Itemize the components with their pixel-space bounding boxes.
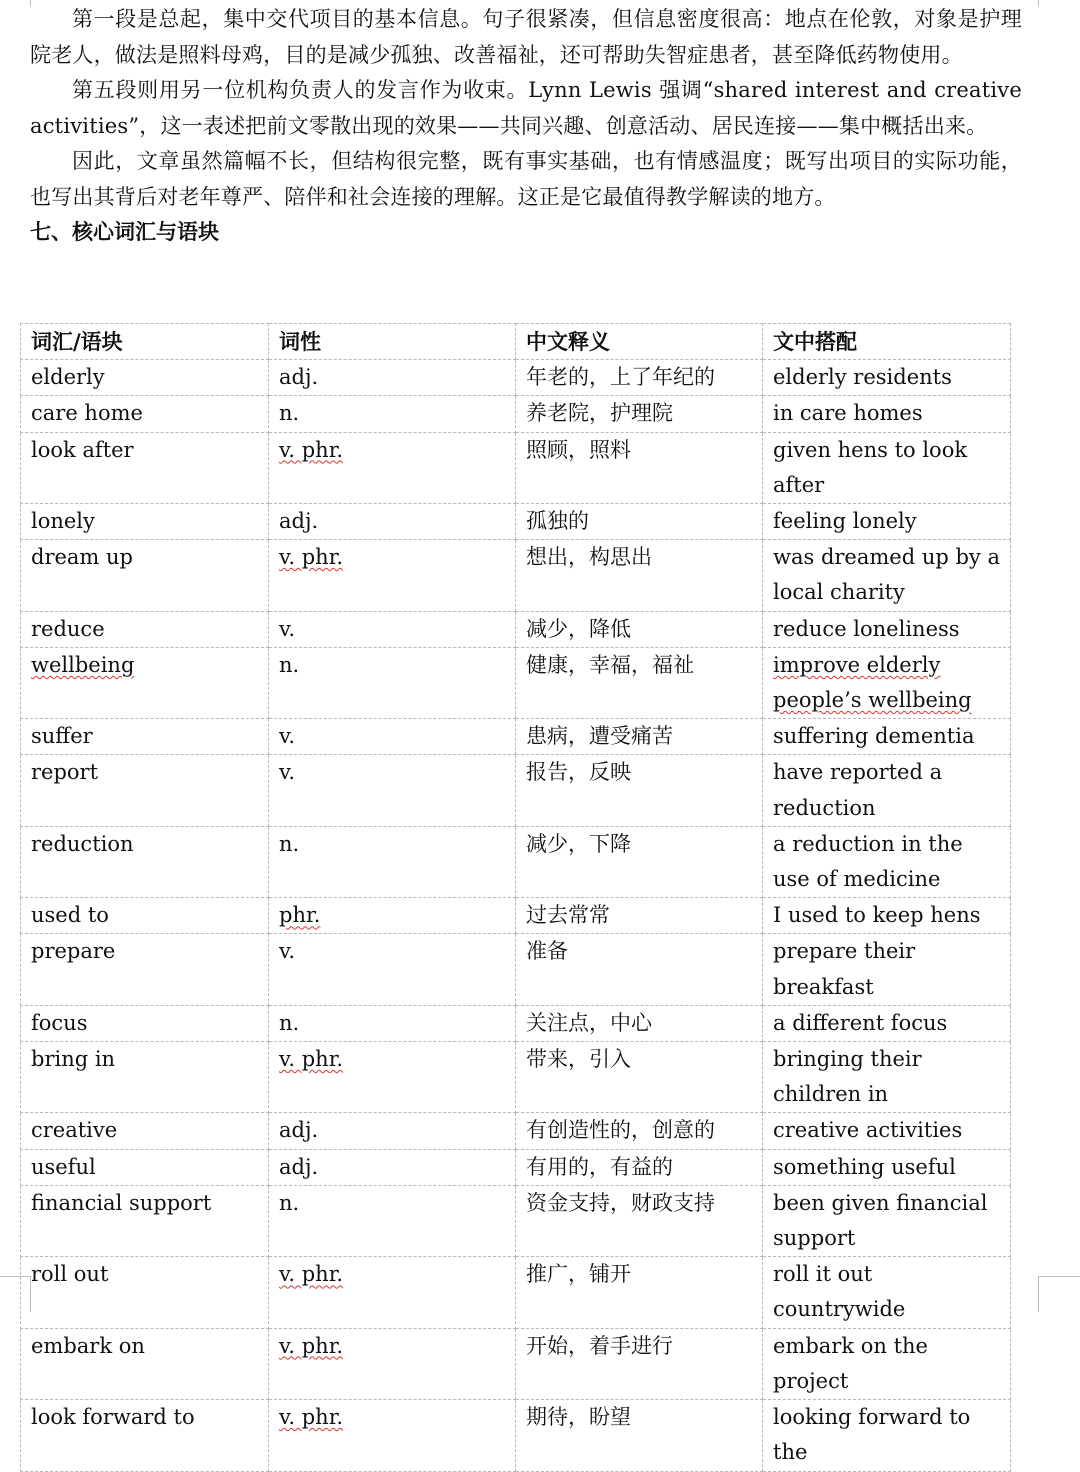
cell-word-text: look after: [31, 437, 134, 462]
cell-collocation-text: something useful: [773, 1154, 956, 1179]
cell-word: [21, 1257, 269, 1328]
cell-collocation: [763, 934, 1011, 1005]
paragraph-conclusion: 因此，文章虽然篇幅不长，但结构很完整，既有事实基础，也有情感温度；既写出项目的实际功能，也写出其背后对老年尊严、陪伴和社会连接的理解。这正是它最值得教学解读的地方。: [30, 149, 1022, 209]
header-word: 词汇/语块: [21, 324, 269, 360]
cell-part-of-speech-text: v.: [279, 939, 296, 964]
cell-word: [21, 432, 269, 503]
cell-chinese-meaning-text: 年老的，上了年纪的: [526, 365, 715, 390]
cell-part-of-speech: [269, 540, 516, 611]
cell-word: [21, 755, 269, 826]
table-header-row: [21, 324, 1011, 360]
cell-part-of-speech: [269, 1042, 516, 1113]
cell-word-text: reduce: [31, 616, 105, 641]
cell-chinese-meaning-text: 准备: [526, 939, 568, 964]
cell-word-text: lonely: [31, 509, 95, 534]
header-collocation: 文中搭配: [763, 324, 1011, 360]
cell-collocation: [763, 1042, 1011, 1113]
table-row: [21, 1042, 1011, 1113]
cell-collocation: [763, 611, 1011, 647]
cell-chinese-meaning: [516, 504, 763, 540]
cell-part-of-speech: [269, 611, 516, 647]
cell-chinese-meaning-text: 关注点，中心: [526, 1010, 652, 1035]
cell-collocation-text: in care homes: [773, 401, 923, 426]
table-row: [21, 719, 1011, 755]
cell-word-text: embark on: [31, 1333, 145, 1358]
cell-part-of-speech-text: v.: [279, 616, 296, 641]
cell-word-text: elderly: [31, 365, 105, 390]
cell-part-of-speech: [269, 360, 516, 396]
cell-collocation-text: creative activities: [773, 1118, 963, 1143]
cell-collocation-text: reduce loneliness: [773, 616, 960, 641]
table-row: [21, 1400, 1011, 1471]
cell-collocation-text: given hens to look after: [773, 437, 968, 497]
cell-chinese-meaning-text: 减少，降低: [526, 616, 631, 641]
cell-collocation-text: roll it out countrywide: [773, 1262, 906, 1322]
cell-collocation: [763, 1149, 1011, 1185]
cell-word-text: report: [31, 760, 99, 785]
cell-chinese-meaning: [516, 540, 763, 611]
cell-part-of-speech-text: adj.: [279, 365, 319, 390]
table-row: [21, 898, 1011, 934]
cell-part-of-speech-text: v. phr.: [279, 437, 344, 462]
cell-chinese-meaning: [516, 1328, 763, 1399]
table-row: [21, 360, 1011, 396]
cell-chinese-meaning-text: 养老院，护理院: [526, 401, 673, 426]
cell-part-of-speech-text: v. phr.: [279, 545, 344, 570]
cell-collocation-text: a reduction in the use of medicine: [773, 831, 963, 892]
cell-collocation: [763, 360, 1011, 396]
cell-part-of-speech: [269, 432, 516, 503]
cell-word-text: roll out: [31, 1262, 109, 1287]
paragraph-summary-first: 第一段是总起，集中交代项目的基本信息。句子很紧凑，但信息密度很高：地点在伦敦，对象是护理院老人，做法是照料母鸡，目的是减少孤独、改善福祉，还可帮助失智症患者，甚至降低药物使用。: [30, 7, 1022, 67]
cell-part-of-speech: [269, 1113, 516, 1149]
cell-word-text: creative: [31, 1118, 118, 1143]
cell-part-of-speech-text: phr.: [279, 903, 321, 928]
cell-collocation-text: was dreamed up by a local charity: [773, 545, 1000, 605]
cell-chinese-meaning-text: 减少，下降: [526, 831, 631, 856]
cell-chinese-meaning: [516, 432, 763, 503]
cell-part-of-speech: [269, 1005, 516, 1041]
cell-part-of-speech-text: v. phr.: [279, 1047, 344, 1072]
cell-word-text: suffer: [31, 724, 93, 749]
cell-chinese-meaning-text: 健康，幸福，福祉: [526, 652, 694, 677]
table-row: [21, 1113, 1011, 1149]
cell-chinese-meaning-text: 推广，铺开: [526, 1262, 631, 1287]
cell-word: [21, 826, 269, 897]
cell-word: [21, 1042, 269, 1113]
cell-collocation: [763, 396, 1011, 432]
cell-collocation: [763, 1400, 1011, 1471]
cell-part-of-speech-text: adj.: [279, 1118, 319, 1143]
cell-word: [21, 1149, 269, 1185]
cell-part-of-speech: [269, 647, 516, 718]
cell-collocation-text: prepare their breakfast: [773, 939, 916, 999]
cell-chinese-meaning-text: 资金支持，财政支持: [526, 1190, 715, 1215]
cell-chinese-meaning-text: 患病，遭受痛苦: [526, 724, 673, 749]
cell-chinese-meaning: [516, 826, 763, 897]
cell-collocation: [763, 826, 1011, 897]
cell-collocation-text: have reported a reduction: [773, 760, 943, 820]
cell-collocation: [763, 755, 1011, 826]
cell-part-of-speech: [269, 396, 516, 432]
cell-collocation: [763, 1257, 1011, 1328]
cell-chinese-meaning-text: 有用的，有益的: [526, 1154, 673, 1179]
cell-chinese-meaning: [516, 1400, 763, 1471]
cell-collocation-text: looking forward to the: [773, 1405, 971, 1465]
cell-collocation-text: I used to keep hens: [773, 903, 981, 928]
table-row: [21, 934, 1011, 1005]
table-row: [21, 1257, 1011, 1328]
cell-part-of-speech-text: v. phr.: [279, 1333, 344, 1358]
cell-word-text: prepare: [31, 939, 116, 964]
table-row: [21, 647, 1011, 718]
cell-word-text: used to: [31, 903, 109, 928]
cell-word-text: look forward to: [31, 1405, 195, 1430]
cell-part-of-speech-text: n.: [279, 1190, 300, 1215]
cell-part-of-speech-text: v.: [279, 760, 296, 785]
header-part-of-speech: 词性: [269, 324, 516, 360]
table-row: [21, 432, 1011, 503]
cell-word: [21, 1185, 269, 1256]
table-row: [21, 1185, 1011, 1256]
page-corner-mark-bottom-right: [1038, 1276, 1039, 1312]
cell-word: [21, 934, 269, 1005]
cell-chinese-meaning: [516, 1005, 763, 1041]
cell-part-of-speech: [269, 504, 516, 540]
cell-word: [21, 1113, 269, 1149]
table-row: [21, 1149, 1011, 1185]
cell-part-of-speech: [269, 755, 516, 826]
cell-chinese-meaning: [516, 719, 763, 755]
page-corner-mark-bottom-right-h: [1038, 1276, 1080, 1277]
section-heading: 七、核心词汇与语块: [30, 219, 219, 244]
table-row: [21, 755, 1011, 826]
cell-word-text: useful: [31, 1154, 96, 1179]
cell-chinese-meaning: [516, 934, 763, 1005]
cell-collocation: [763, 504, 1011, 540]
cell-collocation-text: a different focus: [773, 1010, 948, 1035]
cell-chinese-meaning: [516, 647, 763, 718]
cell-word: [21, 719, 269, 755]
cell-part-of-speech: [269, 934, 516, 1005]
cell-collocation-text: elderly residents: [773, 365, 952, 390]
cell-chinese-meaning-text: 带来，引入: [526, 1047, 631, 1072]
cell-part-of-speech: [269, 1257, 516, 1328]
table-row: [21, 396, 1011, 432]
cell-chinese-meaning-text: 照顾，照料: [526, 437, 631, 462]
cell-collocation: [763, 1113, 1011, 1149]
cell-word-text: care home: [31, 401, 143, 426]
cell-chinese-meaning: [516, 360, 763, 396]
table-row: [21, 504, 1011, 540]
cell-word: [21, 360, 269, 396]
cell-chinese-meaning: [516, 898, 763, 934]
cell-word: [21, 647, 269, 718]
cell-collocation: [763, 432, 1011, 503]
cell-chinese-meaning: [516, 1257, 763, 1328]
cell-chinese-meaning-text: 想出，构思出: [526, 545, 652, 570]
cell-part-of-speech: [269, 826, 516, 897]
cell-word-text: focus: [31, 1010, 88, 1035]
cell-word: [21, 1005, 269, 1041]
cell-chinese-meaning-text: 期待，盼望: [526, 1405, 631, 1430]
cell-part-of-speech-text: v. phr.: [279, 1405, 344, 1430]
cell-collocation-text: improve elderly people’s wellbeing: [773, 652, 972, 713]
cell-part-of-speech: [269, 1400, 516, 1471]
cell-chinese-meaning: [516, 1149, 763, 1185]
cell-collocation-text: been given financial support: [773, 1190, 988, 1251]
cell-chinese-meaning: [516, 1113, 763, 1149]
cell-word: [21, 540, 269, 611]
table-body: [21, 360, 1011, 1471]
cell-part-of-speech: [269, 719, 516, 755]
cell-collocation: [763, 898, 1011, 934]
cell-chinese-meaning-text: 有创造性的，创意的: [526, 1118, 715, 1143]
cell-chinese-meaning-text: 开始，着手进行: [526, 1333, 673, 1358]
cell-chinese-meaning-text: 过去常常: [526, 903, 610, 928]
cell-chinese-meaning-text: 孤独的: [526, 509, 589, 534]
cell-part-of-speech-text: n.: [279, 831, 300, 856]
cell-chinese-meaning-text: 报告，反映: [526, 760, 631, 785]
cell-part-of-speech: [269, 898, 516, 934]
paragraph-summary-fifth: 第五段则用另一位机构负责人的发言作为收束。Lynn Lewis 强调“shared interest and creative activities”，这一表述把前文零散出现的效果——共同兴趣、创意活动、居民连接——集中概括出来。: [30, 78, 1022, 138]
cell-collocation: [763, 647, 1011, 718]
cell-part-of-speech: [269, 1185, 516, 1256]
table-row: [21, 611, 1011, 647]
cell-word: [21, 504, 269, 540]
cell-part-of-speech-text: v.: [279, 724, 296, 749]
header-chinese-meaning: 中文释义: [516, 324, 763, 360]
cell-part-of-speech-text: v. phr.: [279, 1262, 344, 1287]
cell-chinese-meaning: [516, 396, 763, 432]
cell-part-of-speech-text: adj.: [279, 509, 319, 534]
cell-word: [21, 898, 269, 934]
table-row: [21, 1005, 1011, 1041]
table-row: [21, 540, 1011, 611]
table-row: [21, 1328, 1011, 1399]
cell-collocation: [763, 1328, 1011, 1399]
cell-word: [21, 611, 269, 647]
cell-chinese-meaning: [516, 611, 763, 647]
cell-word-text: reduction: [31, 831, 134, 856]
cell-part-of-speech: [269, 1328, 516, 1399]
cell-chinese-meaning: [516, 755, 763, 826]
cell-word: [21, 1400, 269, 1471]
cell-part-of-speech-text: adj.: [279, 1154, 319, 1179]
cell-word: [21, 1328, 269, 1399]
cell-chinese-meaning: [516, 1042, 763, 1113]
cell-word-text: wellbeing: [31, 652, 135, 677]
cell-part-of-speech-text: n.: [279, 401, 300, 426]
cell-collocation-text: bringing their children in: [773, 1047, 922, 1107]
table-row: [21, 826, 1011, 897]
cell-word-text: bring in: [31, 1047, 116, 1072]
cell-part-of-speech-text: n.: [279, 652, 300, 677]
cell-collocation-text: suffering dementia: [773, 724, 975, 749]
cell-collocation: [763, 1005, 1011, 1041]
cell-word: [21, 396, 269, 432]
vocabulary-table: [20, 323, 1011, 1472]
cell-collocation: [763, 540, 1011, 611]
cell-part-of-speech-text: n.: [279, 1010, 300, 1035]
cell-collocation: [763, 719, 1011, 755]
cell-part-of-speech: [269, 1149, 516, 1185]
cell-chinese-meaning: [516, 1185, 763, 1256]
cell-collocation: [763, 1185, 1011, 1256]
cell-word-text: financial support: [31, 1190, 212, 1215]
cell-collocation-text: embark on the project: [773, 1333, 928, 1393]
cell-word-text: dream up: [31, 545, 133, 570]
cell-collocation-text: feeling lonely: [773, 509, 917, 534]
